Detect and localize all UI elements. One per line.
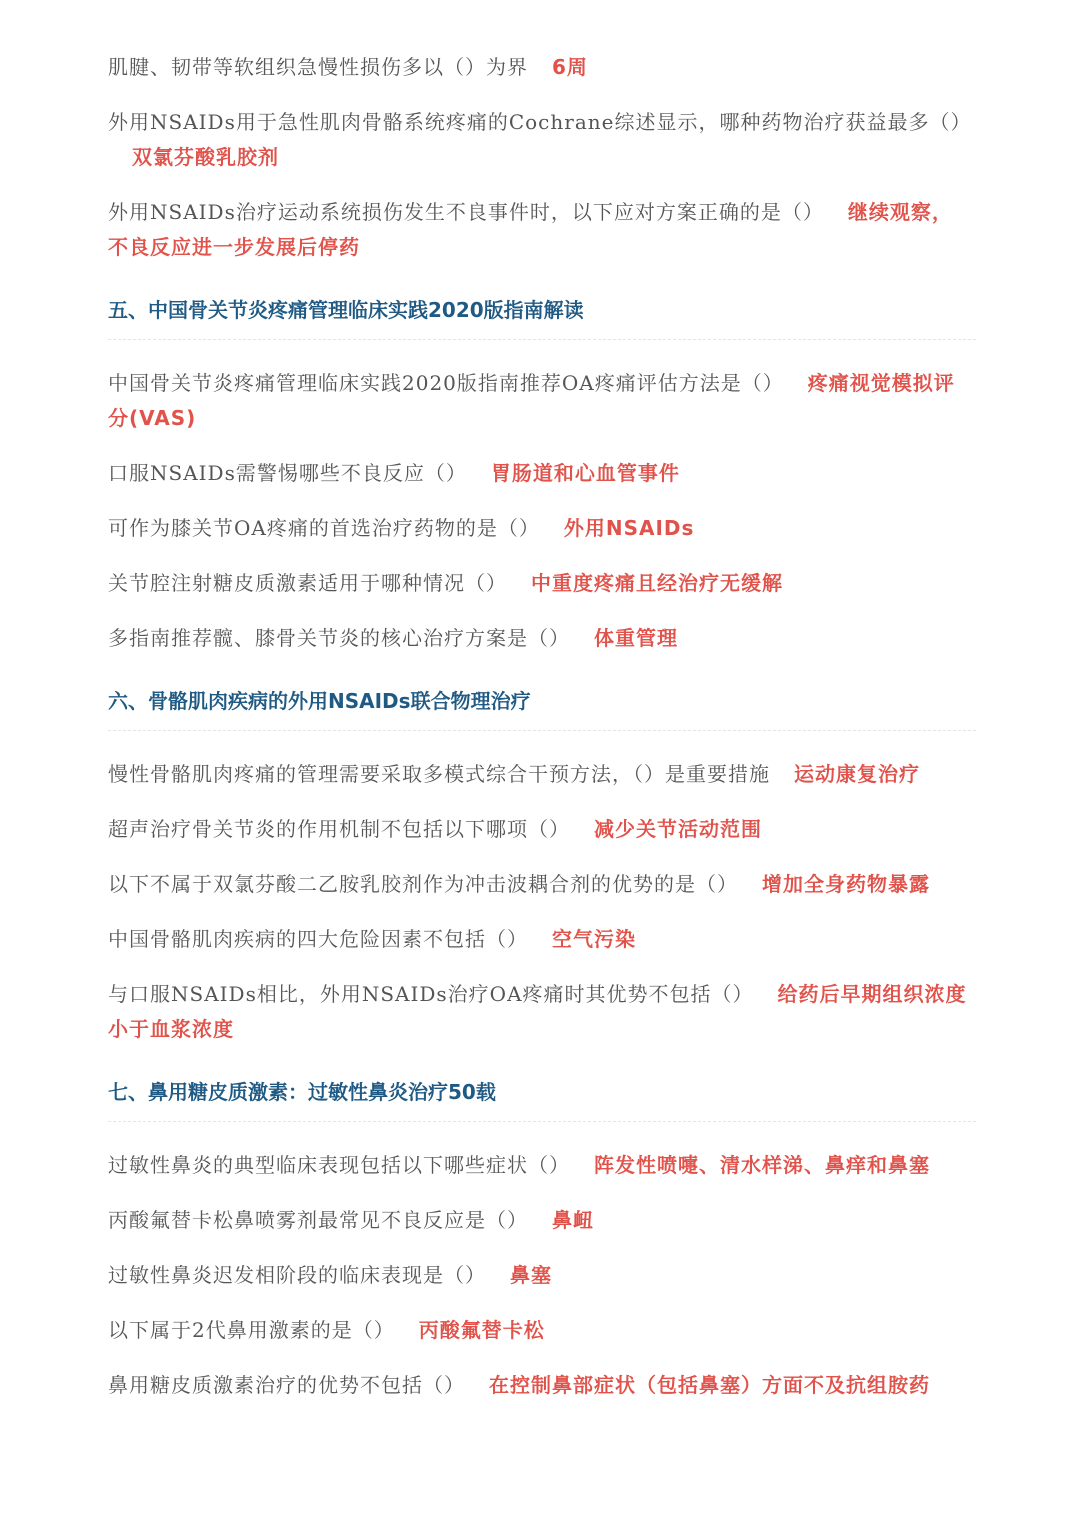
answer-text: 鼻衄: [552, 1208, 594, 1232]
answer-text: 双氯芬酸乳胶剂: [132, 145, 279, 169]
answer-text: 运动康复治疗: [794, 762, 920, 786]
answer-text: 中重度疼痛且经治疗无缓解: [531, 571, 783, 595]
qa-item: [108, 1258, 968, 1293]
answer-text: 给药后早期组织浓度小于血浆浓度: [108, 982, 967, 1041]
question-text: 中国骨关节炎疼痛管理临床实践2020版指南推荐OA疼痛评估方法是（）: [108, 371, 784, 395]
question-text: 鼻用糖皮质激素治疗的优势不包括（）: [108, 1373, 465, 1397]
answer-text: 继续观察，不良反应进一步发展后停药: [108, 200, 953, 259]
answer-text: 在控制鼻部症状（包括鼻塞）方面不及抗组胺药: [489, 1373, 930, 1397]
qa-item: [108, 812, 968, 847]
qa-item: [108, 621, 968, 656]
question-text: 超声治疗骨关节炎的作用机制不包括以下哪项（）: [108, 817, 570, 841]
question-text: 以下不属于双氯芬酸二乙胺乳胶剂作为冲击波耦合剂的优势的是（）: [108, 872, 738, 896]
answer-text: 空气污染: [552, 927, 636, 951]
section-heading: [108, 1077, 968, 1122]
answer-text: 疼痛视觉模拟评分(VAS): [108, 371, 955, 430]
question-text: 与口服NSAIDs相比，外用NSAIDs治疗OA疼痛时其优势不包括（）: [108, 982, 754, 1006]
section-divider: [108, 1121, 976, 1122]
question-text: 过敏性鼻炎迟发相阶段的临床表现是（）: [108, 1263, 486, 1287]
answer-text: 胃肠道和心血管事件: [490, 461, 680, 485]
answer-text: 鼻塞: [510, 1263, 552, 1287]
question-text: 慢性骨骼肌肉疼痛的管理需要采取多模式综合干预方法，（）是重要措施: [108, 762, 770, 786]
qa-item: [108, 50, 968, 85]
answer-text: 丙酸氟替卡松: [418, 1318, 545, 1342]
qa-item: [108, 922, 968, 957]
answer-text: 增加全身药物暴露: [762, 872, 930, 896]
qa-item: [108, 757, 968, 792]
qa-item: [108, 1313, 968, 1348]
qa-item: [108, 1368, 968, 1403]
qa-item: [108, 456, 968, 491]
answer-text: 体重管理: [594, 626, 678, 650]
question-text: 丙酸氟替卡松鼻喷雾剂最常见不良反应是（）: [108, 1208, 528, 1232]
qa-item: [108, 1203, 968, 1238]
qa-item: [108, 1148, 968, 1183]
qa-item: [108, 366, 968, 436]
section-title: 七、鼻用糖皮质激素：过敏性鼻炎治疗50载: [108, 1080, 496, 1104]
question-text: 多指南推荐髋、膝骨关节炎的核心治疗方案是（）: [108, 626, 570, 650]
section-title: 六、骨骼肌肉疾病的外用NSAIDs联合物理治疗: [108, 689, 531, 713]
answer-text: 减少关节活动范围: [594, 817, 762, 841]
answer-text: 阵发性喷嚏、清水样涕、鼻痒和鼻塞: [594, 1153, 930, 1177]
question-text: 关节腔注射糖皮质激素适用于哪种情况（）: [108, 571, 507, 595]
question-text: 肌腱、韧带等软组织急慢性损伤多以（）为界: [108, 55, 528, 79]
qa-item: [108, 105, 972, 175]
question-text: 可作为膝关节OA疼痛的首选治疗药物的是（）: [108, 516, 540, 540]
question-text: 中国骨骼肌肉疾病的四大危险因素不包括（）: [108, 927, 528, 951]
section-divider: [108, 730, 976, 731]
section-divider: [108, 339, 976, 340]
question-text: 口服NSAIDs需警惕哪些不良反应（）: [108, 461, 467, 485]
qa-item: [108, 566, 968, 601]
question-text: 外用NSAIDs治疗运动系统损伤发生不良事件时，以下应对方案正确的是（）: [108, 200, 824, 224]
question-text: 外用NSAIDs用于急性肌肉骨骼系统疼痛的Cochrane综述显示，哪种药物治疗获益最多（）: [108, 110, 972, 134]
question-text: 以下属于2代鼻用激素的是（）: [108, 1318, 395, 1342]
quiz-content: [108, 50, 972, 1423]
qa-item: [108, 977, 968, 1047]
section-heading: [108, 295, 968, 340]
qa-item: [108, 867, 968, 902]
question-text: 过敏性鼻炎的典型临床表现包括以下哪些症状（）: [108, 1153, 570, 1177]
answer-text: 外用NSAIDs: [563, 516, 695, 540]
answer-text: 6周: [552, 55, 588, 79]
qa-item: [108, 195, 968, 265]
section-heading: [108, 686, 968, 731]
qa-item: [108, 511, 968, 546]
section-title: 五、中国骨关节炎疼痛管理临床实践2020版指南解读: [108, 298, 584, 322]
